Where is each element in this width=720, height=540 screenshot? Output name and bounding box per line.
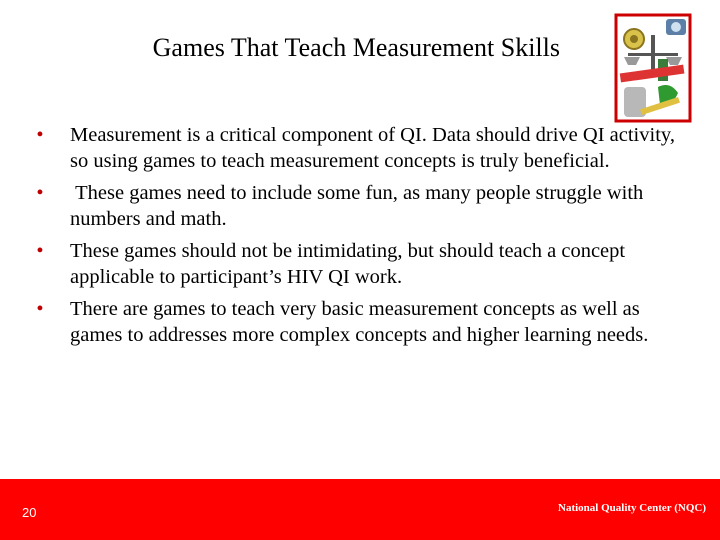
bullet-marker: • <box>36 124 44 146</box>
bullet-text: Measurement is a critical component of QI. Data should drive QI activity, so using games to teach measurement concepts is truly beneficial. <box>70 124 675 172</box>
measurement-tools-icon <box>614 13 692 123</box>
bullet-marker: • <box>36 298 44 320</box>
bullet-text: These games need to include some fun, as many people struggle with numbers and math. <box>70 182 649 230</box>
footer-bar <box>0 479 720 540</box>
bullet-list <box>30 122 690 354</box>
bullet-item <box>30 180 690 232</box>
bullet-text: There are games to teach very basic measurement concepts as well as games to addresses more complex concepts and higher learning needs. <box>70 298 649 346</box>
bullet-item <box>30 238 690 290</box>
bullet-marker: • <box>36 240 44 262</box>
organization-name: National Quality Center (NQC) <box>558 502 706 514</box>
bullet-item <box>30 296 690 348</box>
bullet-marker: • <box>36 182 44 204</box>
bullet-text: These games should not be intimidating, but should teach a concept applicable to participant’s HIV QI work. <box>70 240 626 288</box>
slide-title: Games That Teach Measurement Skills <box>152 33 560 62</box>
bullet-item <box>30 122 690 174</box>
page-number: 20 <box>22 505 37 520</box>
